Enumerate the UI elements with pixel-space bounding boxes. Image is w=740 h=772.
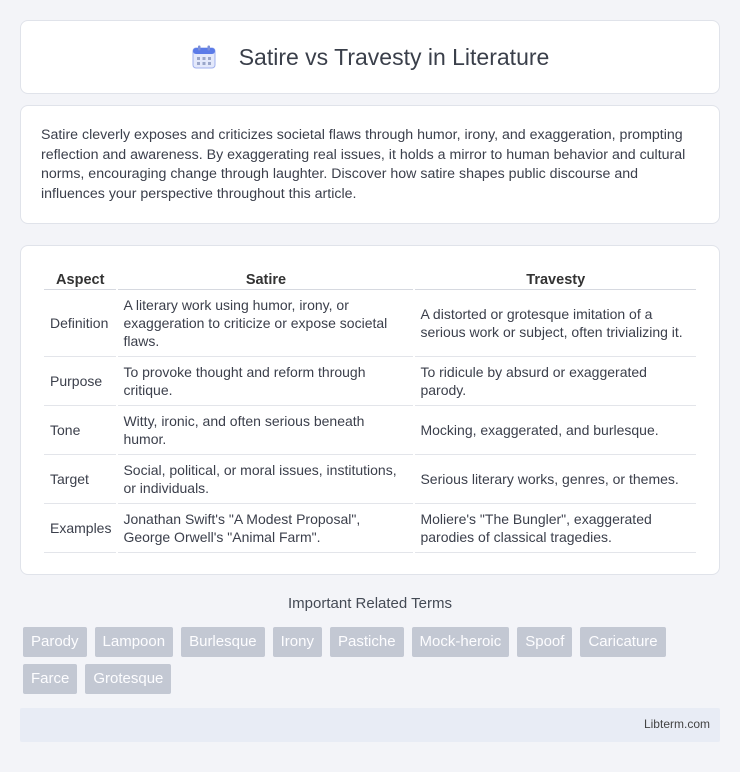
comparison-table-card bbox=[20, 245, 720, 575]
table-row bbox=[44, 357, 696, 406]
table-row bbox=[44, 504, 696, 553]
satire-cell: Witty, ironic, and often serious beneath humor. bbox=[118, 406, 413, 455]
aspect-cell: Tone bbox=[44, 406, 116, 455]
travesty-cell: Mocking, exaggerated, and burlesque. bbox=[415, 406, 696, 455]
header-card bbox=[20, 20, 720, 94]
term-tag-parody[interactable]: Parody bbox=[23, 627, 87, 657]
term-tag-burlesque[interactable]: Burlesque bbox=[181, 627, 265, 657]
comparison-table bbox=[42, 266, 698, 553]
table-row bbox=[44, 455, 696, 504]
travesty-cell: Serious literary works, genres, or themes. bbox=[415, 455, 696, 504]
related-terms-heading: Important Related Terms bbox=[288, 595, 452, 612]
satire-cell: Jonathan Swift's "A Modest Proposal", George Orwell's "Animal Farm". bbox=[118, 504, 413, 553]
term-tag-farce[interactable]: Farce bbox=[23, 664, 77, 694]
intro-card bbox=[20, 105, 720, 224]
term-tag-grotesque[interactable]: Grotesque bbox=[85, 664, 171, 694]
satire-cell: A literary work using humor, irony, or exaggeration to criticize or expose societal flaws. bbox=[118, 290, 413, 357]
footer-site-link[interactable]: Libterm.com bbox=[643, 717, 710, 731]
aspect-cell: Examples bbox=[44, 504, 116, 553]
table-row bbox=[44, 406, 696, 455]
page-title: Satire vs Travesty in Literature bbox=[238, 43, 550, 70]
term-tag-mock-heroic[interactable]: Mock-heroic bbox=[412, 627, 510, 657]
term-tag-pastiche[interactable]: Pastiche bbox=[330, 627, 404, 657]
aspect-cell: Purpose bbox=[44, 357, 116, 406]
header-aspect: Aspect bbox=[44, 266, 116, 290]
table-header-row bbox=[44, 266, 696, 290]
travesty-cell: To ridicule by absurd or exaggerated parody. bbox=[415, 357, 696, 406]
term-tag-lampoon[interactable]: Lampoon bbox=[95, 627, 174, 657]
calendar-icon bbox=[191, 44, 217, 70]
term-tag-caricature[interactable]: Caricature bbox=[580, 627, 665, 657]
aspect-cell: Definition bbox=[44, 290, 116, 357]
table-row bbox=[44, 290, 696, 357]
related-terms-list bbox=[23, 627, 723, 694]
footer bbox=[20, 708, 720, 742]
term-tag-spoof[interactable]: Spoof bbox=[517, 627, 572, 657]
term-tag-irony[interactable]: Irony bbox=[273, 627, 322, 657]
satire-cell: To provoke thought and reform through critique. bbox=[118, 357, 413, 406]
header-travesty: Travesty bbox=[415, 266, 696, 290]
travesty-cell: A distorted or grotesque imitation of a serious work or subject, often trivializing it. bbox=[415, 290, 696, 357]
intro-text: Satire cleverly exposes and criticizes societal flaws through humor, irony, and exaggeration, prompting reflection and awareness. By exaggerating real issues, it holds a mirror to human behavior and cultural norms, encouraging change through laughter. Discover how satire shapes public discourse and influences your perspective throughout this article. bbox=[41, 127, 686, 202]
header-satire: Satire bbox=[118, 266, 413, 290]
travesty-cell: Moliere's "The Bungler", exaggerated parodies of classical tragedies. bbox=[415, 504, 696, 553]
aspect-cell: Target bbox=[44, 455, 116, 504]
satire-cell: Social, political, or moral issues, institutions, or individuals. bbox=[118, 455, 413, 504]
